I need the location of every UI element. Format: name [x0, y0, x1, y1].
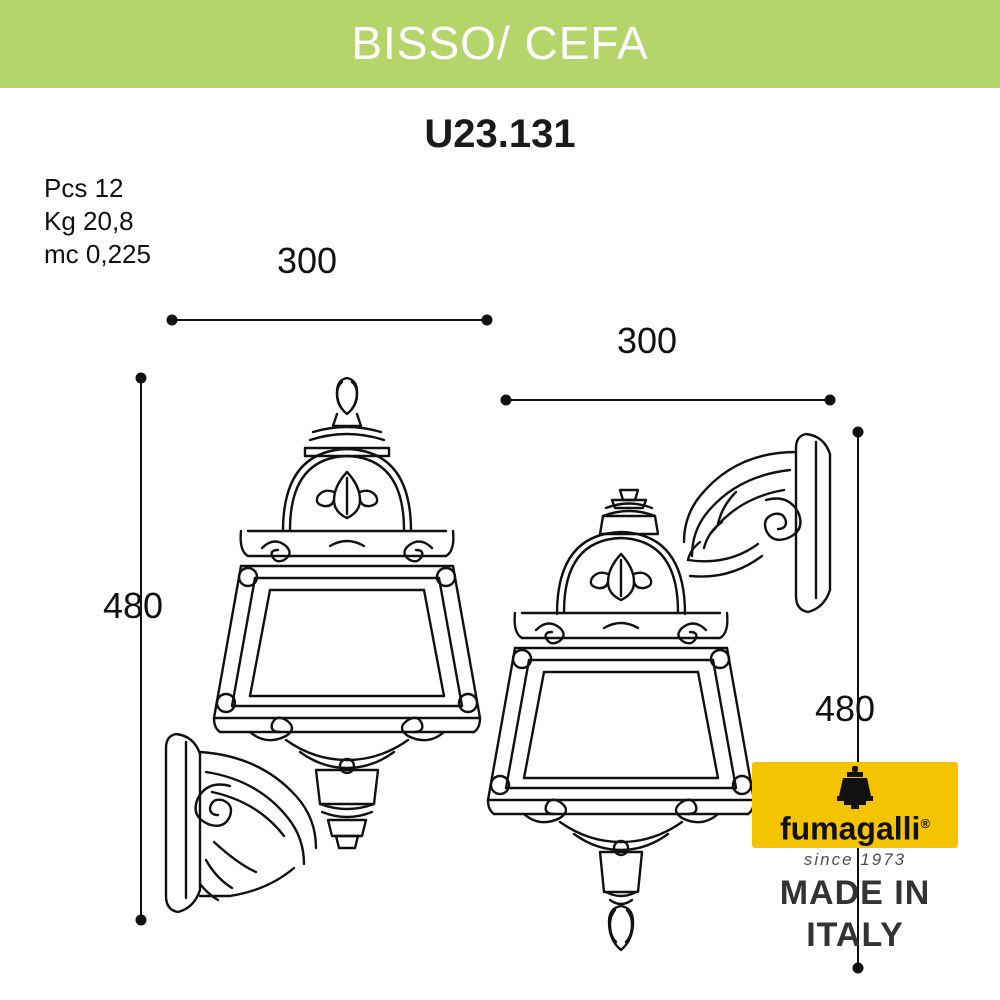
logo-since-text: since 1973 — [803, 850, 907, 869]
logo-wordmark — [752, 807, 958, 846]
logo-brand-text: fumagalli — [779, 811, 921, 847]
made-in-line: MADE IN — [779, 874, 931, 912]
dimension-label-right-height: 480 — [815, 688, 876, 729]
logo-made-in-text — [752, 872, 958, 956]
spec-pieces: Pcs 12 — [44, 173, 124, 203]
brand-logo — [752, 762, 958, 980]
wall-lantern-up-drawing — [166, 378, 480, 912]
page-title: BISSO/ CEFA — [351, 17, 649, 69]
dimension-label-left-height: 480 — [103, 585, 164, 626]
spec-weight: Kg 20,8 — [44, 206, 134, 236]
dimension-label-right-width: 300 — [617, 320, 678, 361]
country-line: ITALY — [806, 916, 904, 954]
dimension-label-left-width: 300 — [277, 240, 338, 281]
product-code: U23.131 — [424, 112, 576, 156]
dimension-line-right-width — [501, 395, 836, 406]
logo-badge — [752, 762, 958, 848]
dimension-line-left-width — [167, 315, 493, 326]
spec-volume: mc 0,225 — [44, 239, 151, 269]
dimension-line-left-height — [136, 373, 147, 926]
logo-registered-mark: ® — [920, 816, 931, 832]
